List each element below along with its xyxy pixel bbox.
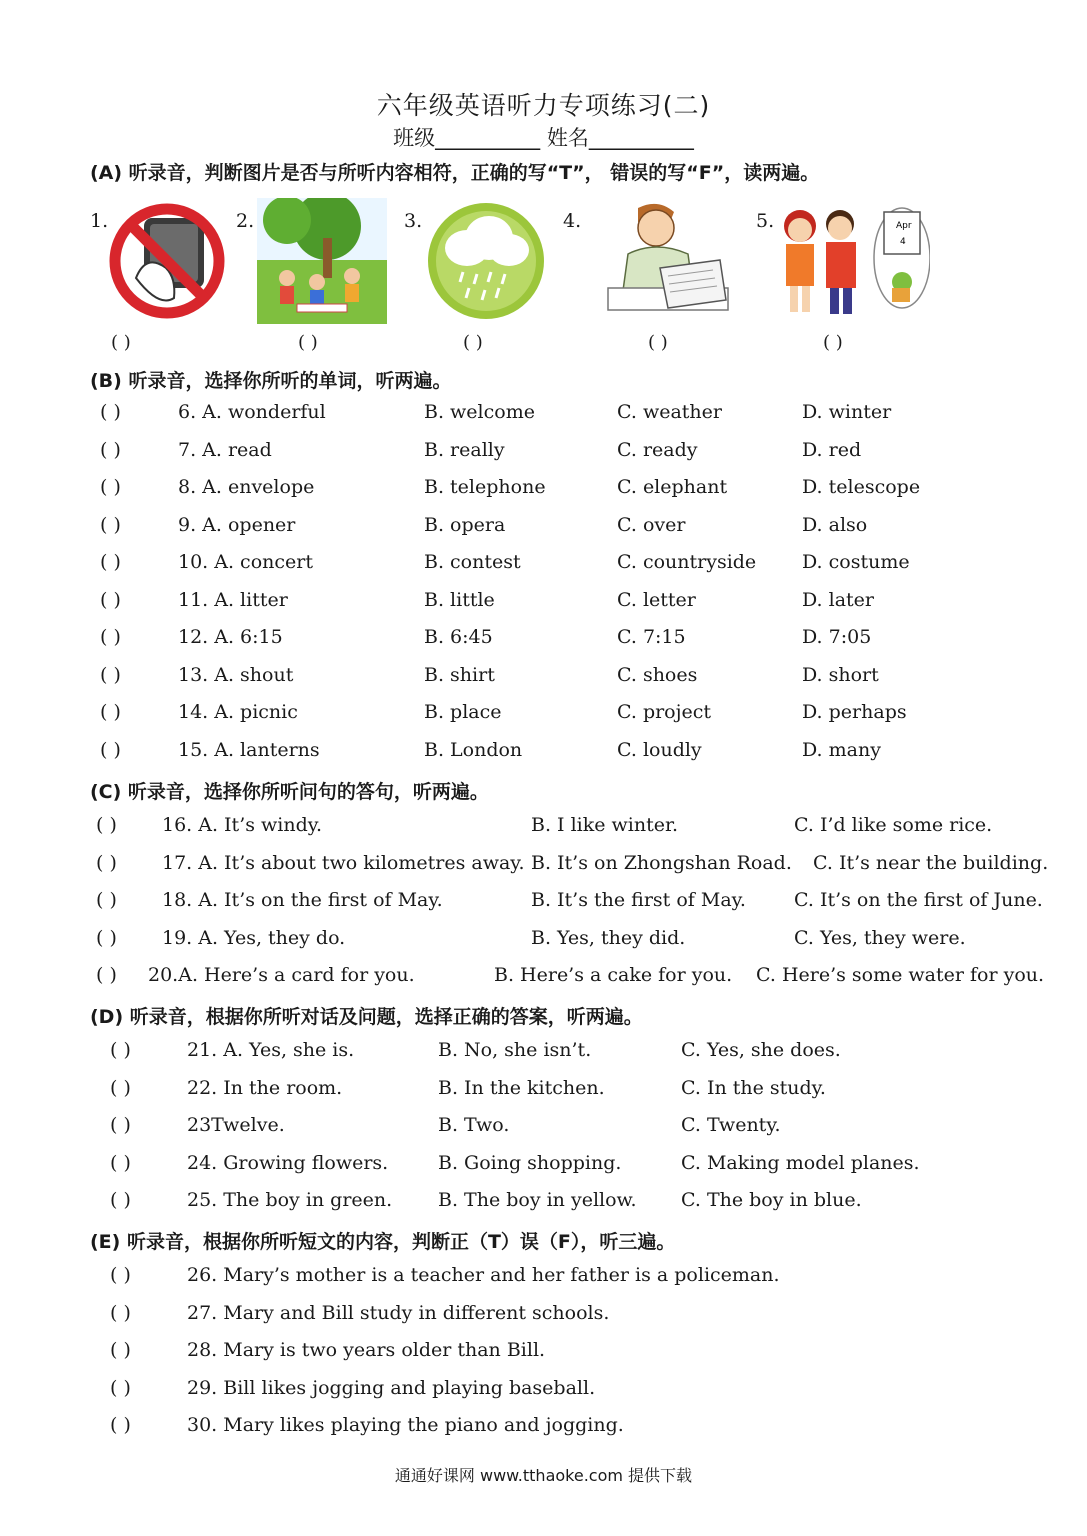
option-a: 7. A. read [178,439,272,461]
option-c: C. The boy in blue. [681,1189,862,1211]
picture-number-3: 3. [404,210,423,232]
question-row [0,1039,1087,1065]
statement-text: 27. Mary and Bill study in different schools. [187,1302,610,1324]
question-row [0,739,1087,765]
option-b: B. It’s the first of May. [531,889,746,911]
no-touching-sign-icon [106,198,228,324]
answer-blank-5[interactable]: ( ) [823,332,843,353]
option-a: 11. A. litter [178,589,288,611]
option-b: B. shirt [424,664,495,686]
option-c: C. over [617,514,686,536]
option-b: B. little [424,589,495,611]
option-c: C. 7:15 [617,626,686,648]
option-c: C. letter [617,589,696,611]
option-a: 15. A. lanterns [178,739,320,761]
option-b: B. I like winter. [531,814,679,836]
option-c: C. weather [617,401,722,423]
question-row [0,852,1087,878]
answer-blank[interactable]: ( ) [110,1302,131,1324]
answer-blank[interactable]: ( ) [96,814,117,836]
question-row [0,1152,1087,1178]
option-a: 8. A. envelope [178,476,315,498]
answer-blank[interactable]: ( ) [100,664,121,686]
question-row [0,814,1087,840]
page-footer: 通通好课网 www.tthaoke.com 提供下载 [394,1466,693,1485]
picture-number-1: 1. [90,210,109,232]
option-a: 20.A. Here’s a card for you. [148,964,415,986]
question-row [0,514,1087,540]
section-c-heading: (C) 听录音，选择你所听问句的答句，听两遍。 [90,781,489,803]
option-b: B. opera [424,514,506,536]
option-d: D. perhaps [802,701,907,723]
answer-blank[interactable]: ( ) [96,964,117,986]
option-d: D. red [802,439,862,461]
answer-blank-4[interactable]: ( ) [648,332,668,353]
answer-blank[interactable]: ( ) [110,1264,131,1286]
question-row [0,401,1087,427]
class-name-line: 班级__________ 姓名__________ [393,126,694,150]
option-b: B. really [424,439,505,461]
question-row [0,551,1087,577]
question-row [0,476,1087,502]
option-d: D. short [802,664,879,686]
question-row [0,626,1087,652]
answer-blank[interactable]: ( ) [110,1377,131,1399]
option-a: 17. A. It’s about two kilometres away. [162,852,525,874]
option-c: C. Here’s some water for you. [756,964,1045,986]
option-b: B. London [424,739,523,761]
answer-blank-1[interactable]: ( ) [111,332,131,353]
answer-blank[interactable]: ( ) [100,739,121,761]
option-a: 22. In the room. [187,1077,343,1099]
section-b-heading: (B) 听录音，选择你所听的单词，听两遍。 [90,370,452,392]
question-row [0,1114,1087,1140]
question-row [0,664,1087,690]
boy-reading-newspaper-icon [598,198,738,324]
question-row [0,1189,1087,1215]
option-d: D. 7:05 [802,626,872,648]
question-row [0,589,1087,615]
option-b: B. place [424,701,502,723]
option-b: B. The boy in yellow. [438,1189,637,1211]
option-c: C. Yes, she does. [681,1039,841,1061]
section-a-heading: (A) 听录音，判断图片是否与所听内容相符，正确的写“T”， 错误的写“F”，读两遍。 [90,162,820,184]
option-c: C. loudly [617,739,702,761]
option-d: D. winter [802,401,892,423]
option-a: 23Twelve. [187,1114,285,1136]
option-b: B. Going shopping. [438,1152,622,1174]
question-row [0,889,1087,915]
option-d: D. also [802,514,868,536]
picture-number-2: 2. [236,210,255,232]
answer-blank-2[interactable]: ( ) [298,332,318,353]
option-a: 9. A. opener [178,514,296,536]
answer-blank[interactable]: ( ) [100,626,121,648]
option-c: C. In the study. [681,1077,826,1099]
calendar-day-text: 4 [900,237,906,247]
question-row [0,964,1087,990]
picture-number-5: 5. [756,210,775,232]
option-c: C. I’d like some rice. [794,814,993,836]
option-b: B. Yes, they did. [531,927,686,949]
page-title: 六年级英语听力专项练习(二) [376,91,711,120]
statement-row [0,1377,1087,1403]
answer-blank[interactable]: ( ) [96,889,117,911]
statement-text: 26. Mary’s mother is a teacher and her father is a policeman. [187,1264,780,1286]
question-row [0,927,1087,953]
answer-blank[interactable]: ( ) [100,701,121,723]
question-row [0,701,1087,727]
statement-text: 30. Mary likes playing the piano and jogging. [187,1414,624,1436]
option-a: 6. A. wonderful [178,401,326,423]
option-d: D. costume [802,551,910,573]
answer-blank[interactable]: ( ) [110,1339,131,1361]
option-c: C. Making model planes. [681,1152,920,1174]
statement-row [0,1339,1087,1365]
option-a: 13. A. shout [178,664,294,686]
section-d-heading: (D) 听录音，根据你所听对话及问题，选择正确的答案，听两遍。 [90,1006,643,1028]
option-b: B. In the kitchen. [438,1077,605,1099]
option-b: B. No, she isn’t. [438,1039,592,1061]
option-c: C. shoes [617,664,698,686]
option-a: 16. A. It’s windy. [162,814,323,836]
answer-blank[interactable]: ( ) [96,927,117,949]
option-c: C. ready [617,439,698,461]
answer-blank[interactable]: ( ) [100,476,121,498]
option-b: B. welcome [424,401,535,423]
answer-blank[interactable]: ( ) [100,401,121,423]
answer-blank-3[interactable]: ( ) [463,332,483,353]
answer-blank[interactable]: ( ) [100,551,121,573]
statement-row [0,1264,1087,1290]
answer-blank[interactable]: ( ) [110,1414,131,1436]
option-b: B. It’s on Zhongshan Road. [531,852,792,874]
option-a: 18. A. It’s on the first of May. [162,889,443,911]
option-a: 24. Growing flowers. [187,1152,389,1174]
option-b: B. contest [424,551,521,573]
option-b: B. Here’s a cake for you. [494,964,733,986]
picnic-scene-icon [257,198,387,324]
answer-blank[interactable]: ( ) [110,1039,131,1061]
option-c: C. Twenty. [681,1114,781,1136]
option-a: 19. A. Yes, they do. [162,927,346,949]
option-c: C. elephant [617,476,728,498]
option-a: 14. A. picnic [178,701,298,723]
answer-blank[interactable]: ( ) [110,1152,131,1174]
answer-blank[interactable]: ( ) [96,852,117,874]
rain-cloud-icon [427,198,545,324]
statement-text: 28. Mary is two years older than Bill. [187,1339,546,1361]
answer-blank[interactable]: ( ) [100,439,121,461]
children-talking-calendar-icon [780,198,930,324]
question-row [0,1077,1087,1103]
statement-row [0,1302,1087,1328]
section-e-heading: (E) 听录音，根据你所听短文的内容，判断正（T）误（F），听三遍。 [90,1231,676,1253]
option-b: B. 6:45 [424,626,493,648]
answer-blank[interactable]: ( ) [110,1189,131,1211]
option-c: C. countryside [617,551,757,573]
option-c: C. It’s near the building. [813,852,1049,874]
answer-blank[interactable]: ( ) [110,1077,131,1099]
statement-text: 29. Bill likes jogging and playing baseball. [187,1377,596,1399]
option-a: 25. The boy in green. [187,1189,393,1211]
answer-blank[interactable]: ( ) [100,514,121,536]
statement-row [0,1414,1087,1440]
option-c: C. project [617,701,712,723]
option-b: B. telephone [424,476,546,498]
option-a: 12. A. 6:15 [178,626,283,648]
option-a: 21. A. Yes, she is. [187,1039,355,1061]
option-c: C. Yes, they were. [794,927,966,949]
answer-blank[interactable]: ( ) [100,589,121,611]
calendar-month-text: Apr [896,221,912,231]
option-d: D. many [802,739,881,761]
question-row [0,439,1087,465]
picture-number-4: 4. [563,210,582,232]
answer-blank[interactable]: ( ) [110,1114,131,1136]
option-c: C. It’s on the first of June. [794,889,1043,911]
option-a: 10. A. concert [178,551,313,573]
option-d: D. later [802,589,875,611]
option-b: B. Two. [438,1114,510,1136]
option-d: D. telescope [802,476,921,498]
